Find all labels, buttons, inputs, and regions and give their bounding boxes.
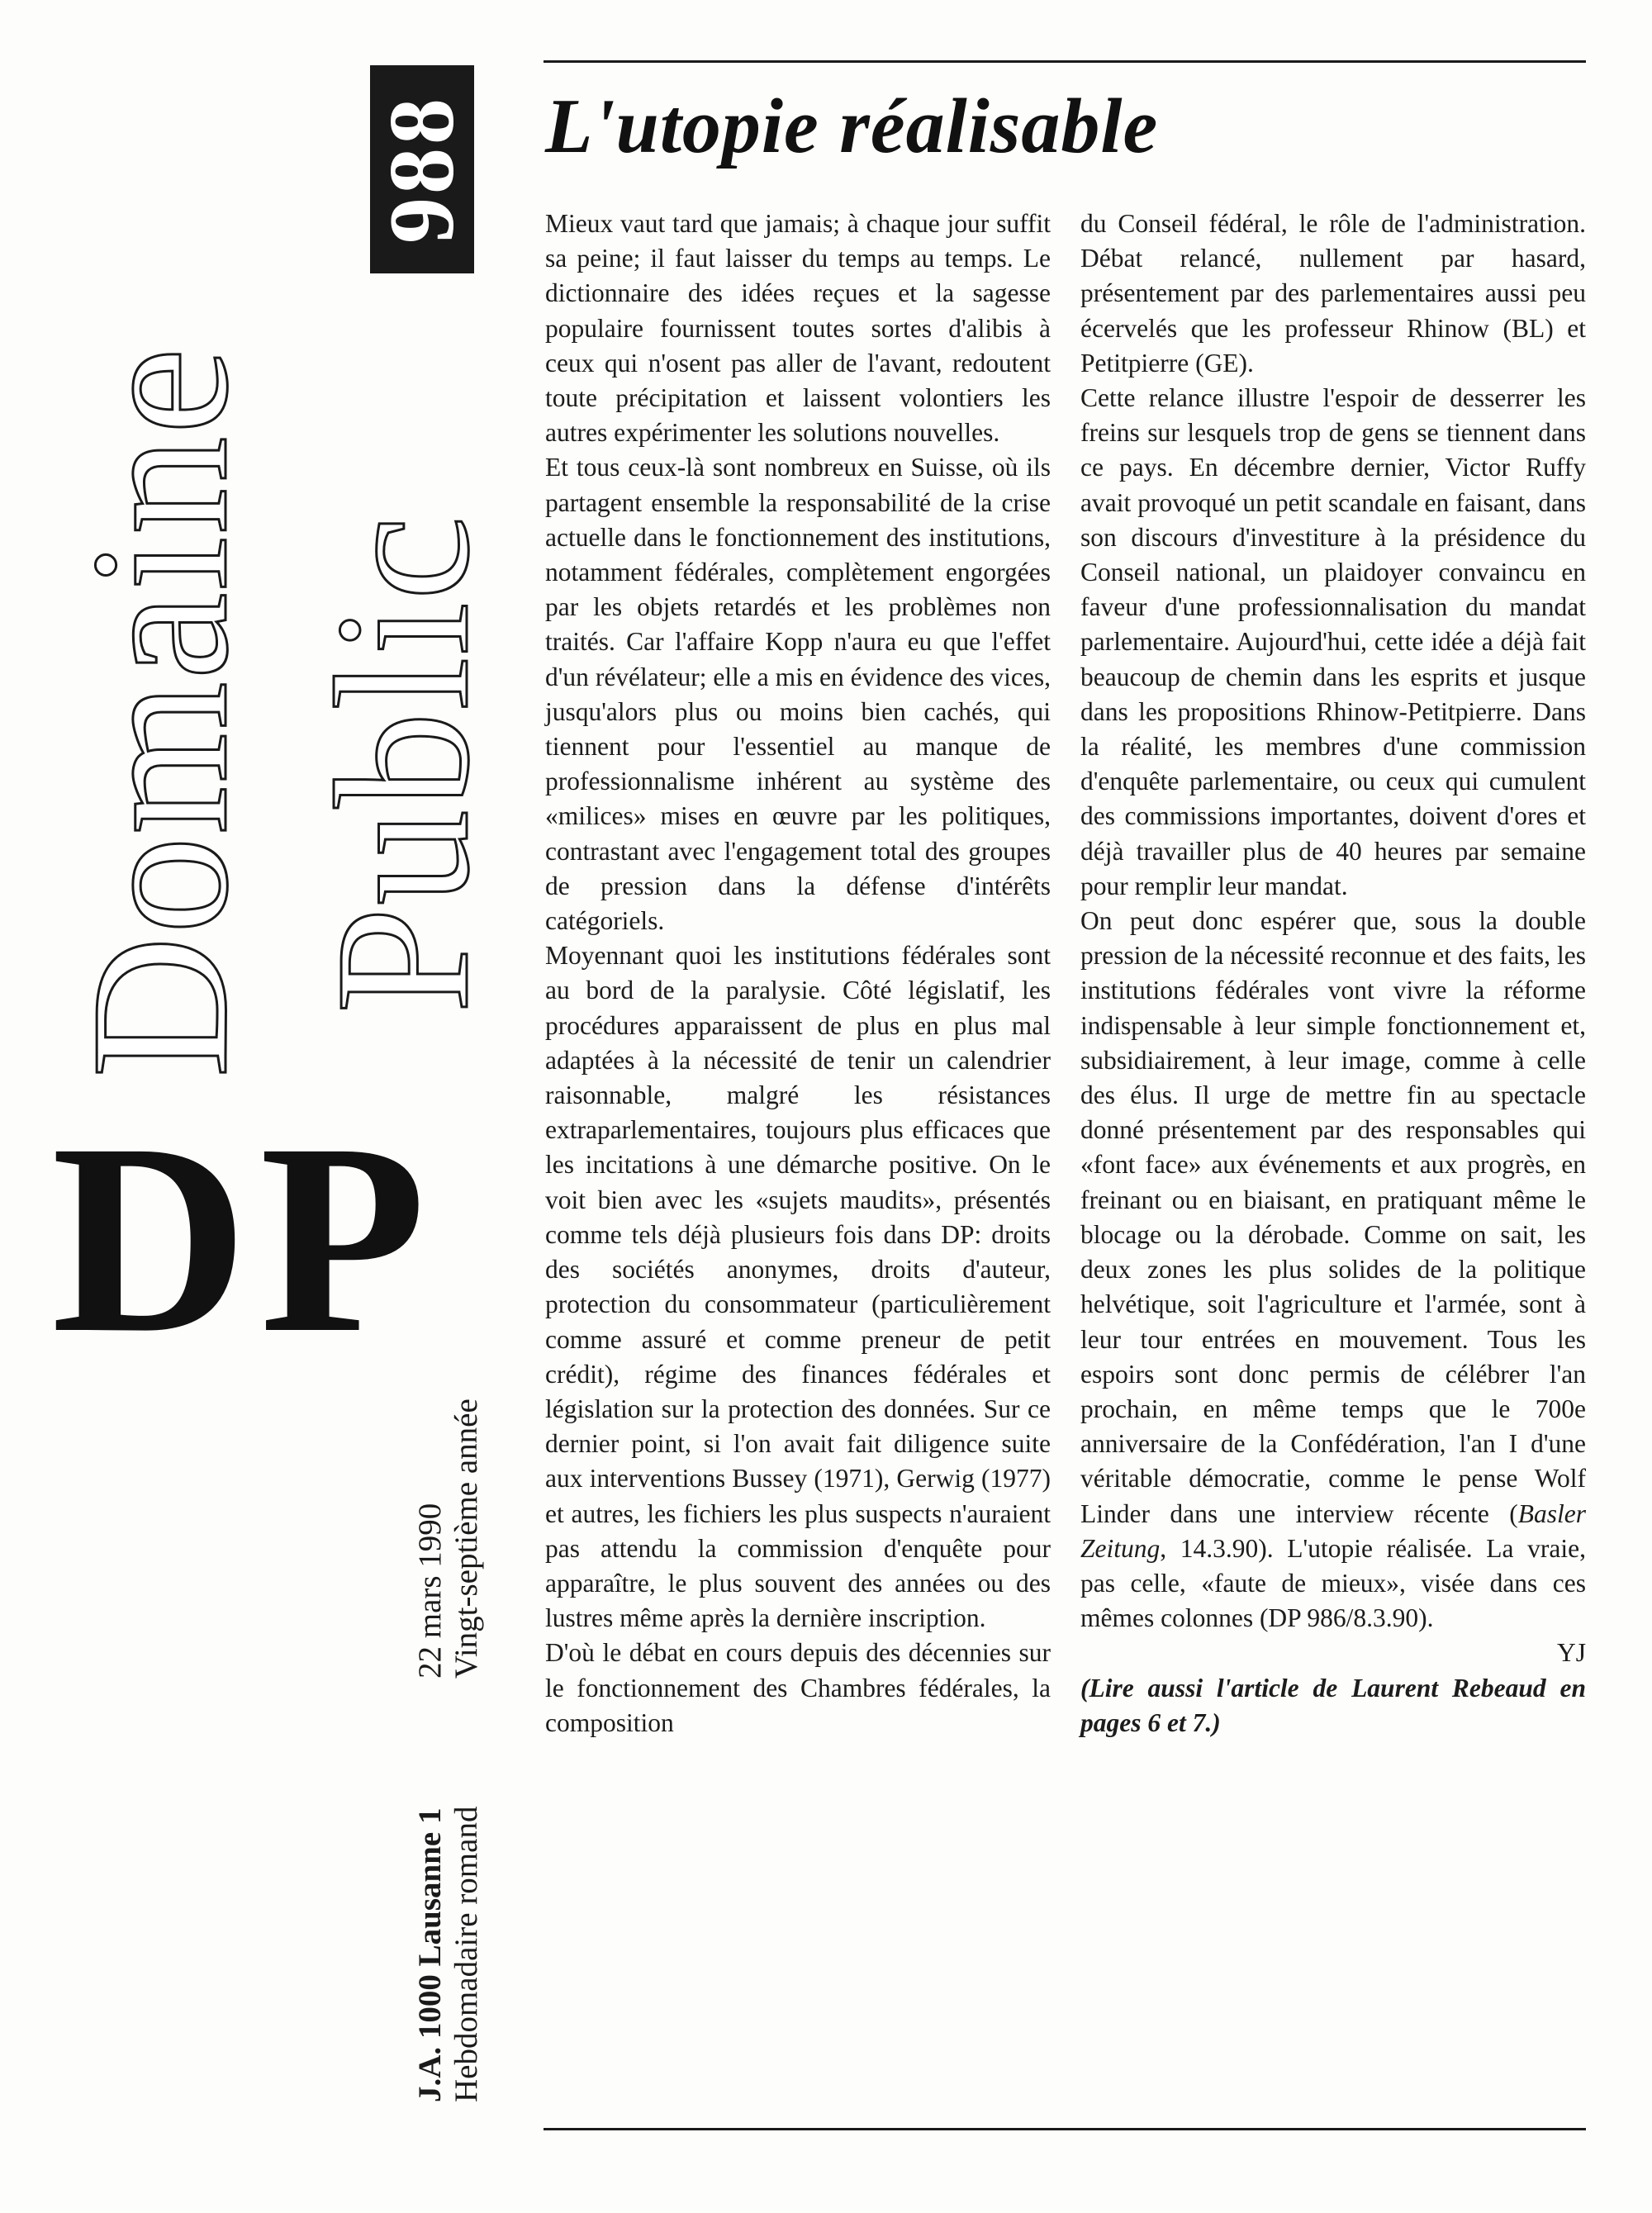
article-title: L'utopie réalisable	[545, 83, 1159, 169]
issue-date: 22 mars 1990	[412, 1503, 448, 1679]
masthead-title-public: Public	[297, 514, 509, 1014]
paragraph: du Conseil fédéral, le rôle de l'administration. Débat relancé, nullement par hasard, présentement par des parlementaires aussi peu écervelés que les professeur Rhinow (BL) et Petitpierre (GE).	[1080, 209, 1586, 378]
paragraph: Et tous ceux-là sont nombreux en Suisse, où ils partagent ensemble la responsabilité de la crise actuelle dans le fonctionnement des institutions, notamment fédérales, complètement engorgées par les objets retardés et les problèmes non traités. Car l'affaire Kopp n'aura eu que l'effet d'un révélateur; elle a mis en évidence des vices, jusqu'alors plus ou moins bien cachés, qui tiennent pour l'essentiel au manque de professionnalisme inhérent au système des «milices» mises en œuvre par les politiques, contrastant avec l'engagement total des groupes de pression dans la défense d'intérêts catégoriels.	[545, 453, 1051, 936]
paragraph: Mieux vaut tard que jamais; à chaque jour suffit sa peine; il faut laisser du temps au temps. Le dictionnaire des idées reçues et la sagesse populaire fournissent toutes sortes d'alibis à ceux qui n'osent pas aller de l'avant, redoutent toute précipitation et laissent volontiers les autres expérimenter les solutions nouvelles.	[545, 209, 1051, 448]
dp-logo: DP	[51, 1088, 438, 1389]
publication-year: Vingt-septième année	[449, 1399, 484, 1679]
paragraph-text: On peut donc espérer que, sous la double pression de la nécessité reconnue et des faits, les institutions fédérales vont vivre la réforme indispensable à leur simple fonctionnement et, subsidiairement, à leur image, comme à celle des élus. Il urge de mettre fin au spectacle donné présentement par des responsables qui «font face» aux événements et aux progrès, en freinant ou en biaisant, en pratiquant même le blocage ou la dérobade. Comme on sait, les deux zones les plus solides de la politique helvétique, soit l'agriculture et l'armée, sont à leur tour entrées en mouvement. Tous les espoirs sont donc permis de célébrer l'an prochain, en même temps que le 700e anniversaire de la Confédération, l'an I d'une véritable démocratie, comme le pense Wolf Linder dans une interview récente (	[1080, 906, 1586, 1528]
paragraph: Moyennant quoi les institutions fédérales sont au bord de la paralysie. Côté législatif, les procédures apparaissent de plus en plus mal adaptées à la nécessité de tenir un calendrier raisonnable, malgré les résistances extraparlementaires, toujours plus efficaces que les incitations à une démarche positive. On le voit bien avec les «sujets maudits», présentés comme tels déjà plusieurs fois dans DP: droits des sociétés anonymes, droits d'auteur, protection du consommateur (particulièrement comme assuré et comme preneur de petit crédit), régime des finances fédérales et législation sur la protection des données. Sur ce dernier point, si l'on avait fait diligence suite aux interventions Bussey (1971), Gerwig (1977) et autres, les fichiers les plus suspects n'auraient pas attendu la commission d'enquête pour apparaître, le plus souvent des années ou des lustres même après la dernière inscription.	[545, 941, 1051, 1633]
paragraph: Cette relance illustre l'espoir de desserrer les freins sur lesquels trop de gens se tiennent dans ce pays. En décembre dernier, Victor Ruffy avait provoqué un petit scandale en faisant, dans son discours d'investiture à la présidence du Conseil national, un plaidoyer convaincu en faveur d'une professionnalisation du mandat parlementaire. Aujourd'hui, cette idée a déjà fait beaucoup de chemin dans les esprits et jusque dans les propositions Rhinow-Petitpierre. Dans la réalité, les membres d'une commission d'enquête parlementaire, ou ceux qui cumulent des commissions importantes, doivent d'ores et déjà travailler plus de 40 heures par semaine pour remplir leur mandat.	[1080, 383, 1586, 900]
bottom-rule	[544, 2128, 1586, 2130]
article-column-right	[1080, 207, 1586, 1740]
top-rule	[544, 60, 1586, 63]
see-also-note: (Lire aussi l'article de Laurent Rebeaud en pages 6 et 7.)	[1080, 1673, 1586, 1737]
issue-number: 988	[371, 95, 473, 244]
masthead-title-domaine: Domaine	[51, 345, 268, 1078]
periodicity: Hebdomadaire romand	[449, 1806, 484, 2102]
paragraph: D'où le débat en cours depuis des décennies sur le fonctionnement des Chambres fédérales, la composition	[545, 1638, 1051, 1737]
paragraph-text: , 14.3.90). L'utopie réalisée. La vraie, pas celle, «faute de mieux», visée dans ces mêmes colonnes (DP 986/8.3.90).	[1080, 1533, 1586, 1633]
author-signature: YJ	[1556, 1638, 1586, 1668]
article-column-left	[545, 207, 1051, 1740]
postal-code: J.A. 1000 Lausanne 1	[412, 1807, 448, 2102]
source-citation: Basler Zeitung	[1080, 1498, 1586, 1563]
paragraph	[1080, 904, 1586, 1636]
